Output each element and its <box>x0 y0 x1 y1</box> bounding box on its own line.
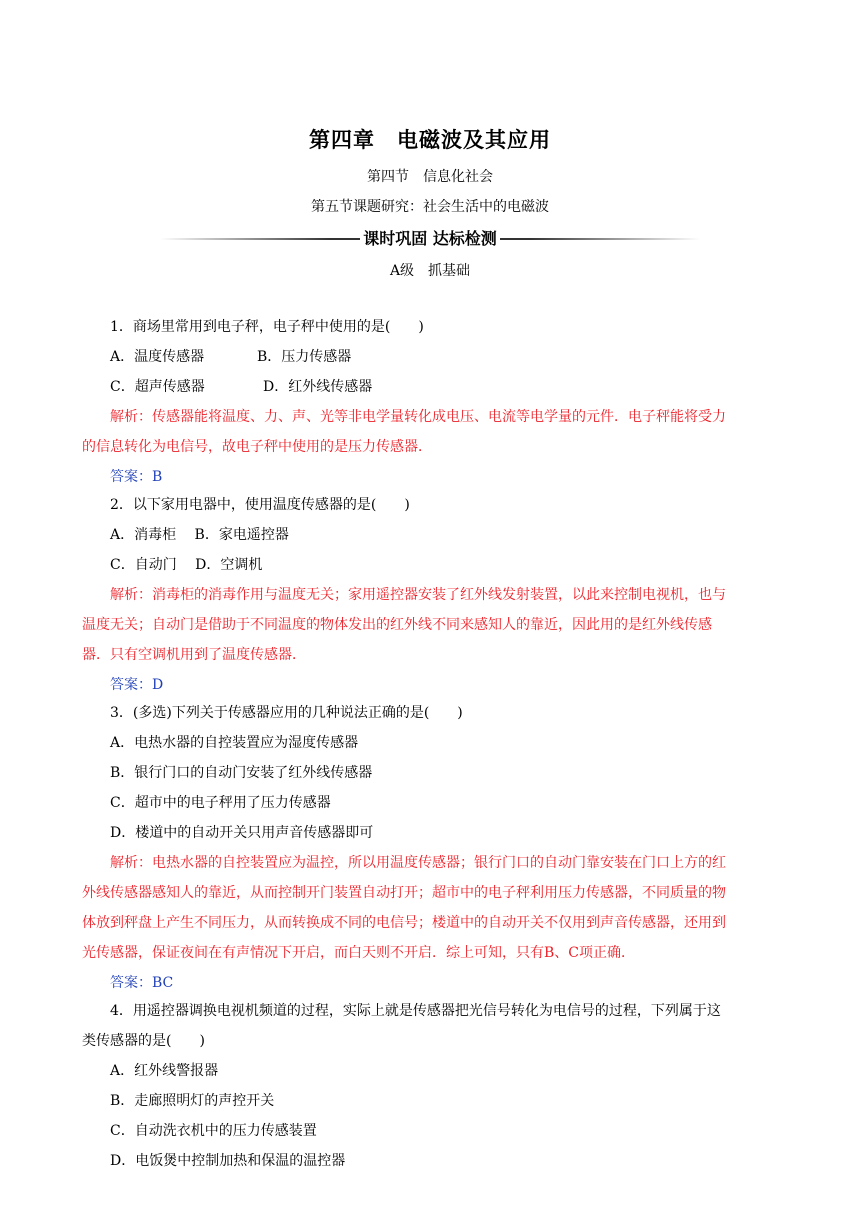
q2-stem: 2．以下家用电器中，使用温度传感器的是( ) <box>110 497 410 513</box>
q1-option-d: D．红外线传感器 <box>263 379 373 395</box>
section-title: 第四节 信息化社会 <box>367 169 493 185</box>
q4-stem-line-2: 类传感器的是( ) <box>82 1033 205 1049</box>
q1-option-c: C．超声传感器 <box>110 379 205 395</box>
q4-option-d: D．电饭煲中控制加热和保温的温控器 <box>110 1153 346 1169</box>
q3-option-d: D．楼道中的自动开关只用声音传感器即可 <box>110 825 374 841</box>
q3-option-a: A．电热水器的自控装置应为湿度传感器 <box>110 735 359 751</box>
q2-analysis-line-2: 温度无关；自动门是借助于不同温度的物体发出的红外线不同来感知人的靠近，因此用的是红外线传感 <box>82 617 712 633</box>
q4-option-a: A．红外线警报器 <box>110 1063 219 1079</box>
q3-answer: 答案：BC <box>110 975 174 991</box>
q4-stem-line-1: 4．用遥控器调换电视机频道的过程，实际上就是传感器把光信号转化为电信号的过程，下列属于这 <box>110 1003 721 1019</box>
q3-analysis-line-4: 光传感器，保证夜间在有声情况下开启，而白天则不开启．综上可知，只有B、C项正确． <box>82 945 635 961</box>
q1-analysis-line-1: 解析：传感器能将温度、力、声、光等非电学量转化成电压、电流等电学量的元件．电子秤能将受力 <box>110 409 726 425</box>
banner-right-rule <box>500 238 700 240</box>
q1-stem: 1．商场里常用到电子秤，电子秤中使用的是( ) <box>110 319 424 335</box>
q1-option-b: B．压力传感器 <box>257 349 352 365</box>
banner-text: 课时巩固 达标检测 <box>363 229 497 248</box>
q3-analysis-line-3: 体放到秤盘上产生不同压力，从而转换成不同的电信号；楼道中的自动开关不仅用到声音传感器，还用到 <box>82 915 726 931</box>
q2-analysis-line-1: 解析：消毒柜的消毒作用与温度无关；家用遥控器安装了红外线发射装置，以此来控制电视机，也与 <box>110 587 726 603</box>
q2-options-ab: A．消毒柜 B．家电遥控器 <box>110 527 289 543</box>
section-banner <box>160 226 700 252</box>
subsection-title: 第五节课题研究：社会生活中的电磁波 <box>311 199 549 215</box>
q2-answer: 答案：D <box>110 677 164 693</box>
chapter-title: 第四章 电磁波及其应用 <box>309 128 551 152</box>
q1-answer: 答案：B <box>110 469 163 485</box>
q4-option-c: C．自动洗衣机中的压力传感装置 <box>110 1123 317 1139</box>
q2-analysis-line-3: 器．只有空调机用到了温度传感器． <box>82 647 306 663</box>
q3-stem: 3．(多选)下列关于传感器应用的几种说法正确的是( ) <box>110 705 463 721</box>
q2-options-cd: C．自动门 D．空调机 <box>110 557 263 573</box>
q3-option-b: B．银行门口的自动门安装了红外线传感器 <box>110 765 373 781</box>
q4-option-b: B．走廊照明灯的声控开关 <box>110 1093 275 1109</box>
q1-option-a: A．温度传感器 <box>110 349 205 365</box>
q3-analysis-line-1: 解析：电热水器的自控装置应为温控，所以用温度传感器；银行门口的自动门靠安装在门口上方的红 <box>110 855 726 871</box>
q3-analysis-line-2: 外线传感器感知人的靠近，从而控制开门装置自动打开；超市中的电子秤利用压力传感器，不同质量的物 <box>82 885 726 901</box>
q3-option-c: C．超市中的电子秤用了压力传感器 <box>110 795 331 811</box>
q1-analysis-line-2: 的信息转化为电信号，故电子秤中使用的是压力传感器． <box>82 439 432 455</box>
level-heading: A级 抓基础 <box>389 263 471 279</box>
banner-left-rule <box>160 238 360 240</box>
